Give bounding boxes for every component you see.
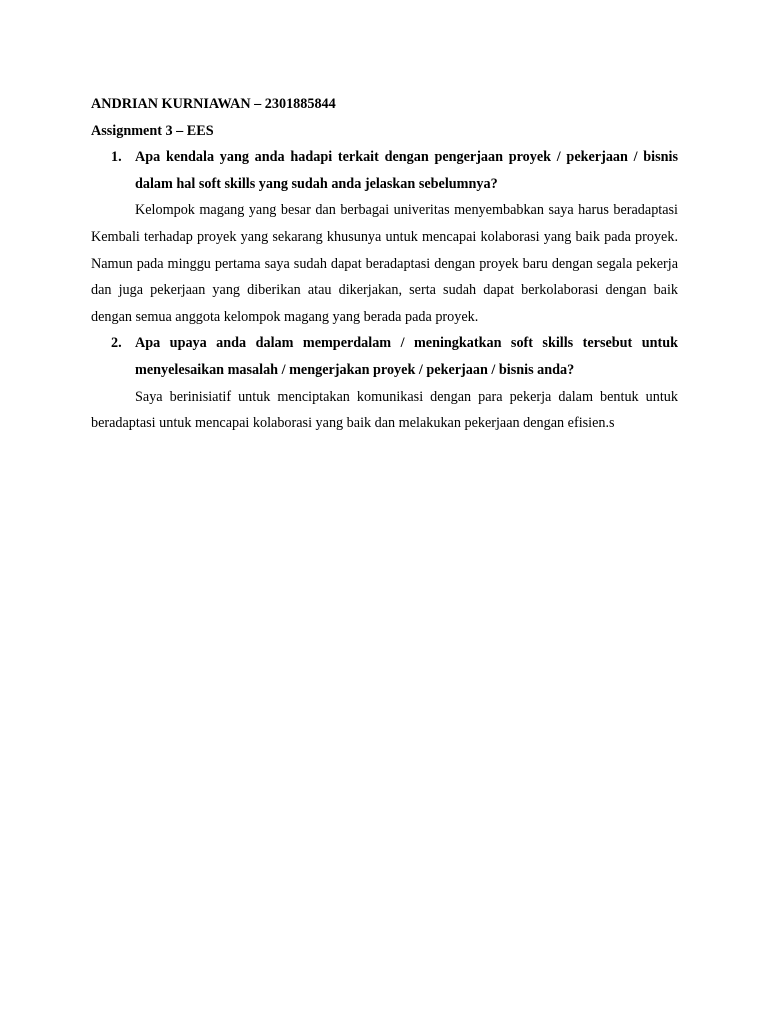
author-line: ANDRIAN KURNIAWAN – 2301885844 bbox=[91, 96, 336, 112]
question-2-text: Apa upaya anda dalam memperdalam / meningkatkan soft skills tersebut untuk menyelesaikan masalah / mengerjakan proyek / pekerjaan / bisnis anda? bbox=[135, 335, 678, 378]
question-2 bbox=[91, 330, 678, 383]
question-1 bbox=[91, 144, 678, 197]
document-body bbox=[91, 91, 678, 437]
question-2-number: 2. bbox=[111, 335, 122, 352]
question-1-text: Apa kendala yang anda hadapi terkait dengan pengerjaan proyek / pekerjaan / bisnis dalam hal soft skills yang sudah anda jelaskan sebelumnya? bbox=[135, 149, 678, 192]
question-1-number: 1. bbox=[111, 149, 122, 166]
answer-2: Saya berinisiatif untuk menciptakan komunikasi dengan para pekerja dalam bentuk untuk beradaptasi untuk mencapai kolaborasi yang baik dan melakukan pekerjaan dengan efisien.s bbox=[91, 388, 678, 432]
answer-1: Kelompok magang yang besar dan berbagai univeritas menyembabkan saya harus beradaptasi Kembali terhadap proyek yang sekarang khusunya untuk mencapai kolaborasi yang baik pada proyek. Namun pada minggu pertama saya sudah dapat beradaptasi dengan proyek baru dengan segala pekerja dan juga pekerjaan yang diberikan atau dikerjakan, serta sudah dapat berkolaborasi dengan baik dengan semua anggota kelompok magang yang berada pada proyek. bbox=[91, 202, 678, 325]
assignment-line: Assignment 3 – EES bbox=[91, 122, 214, 139]
